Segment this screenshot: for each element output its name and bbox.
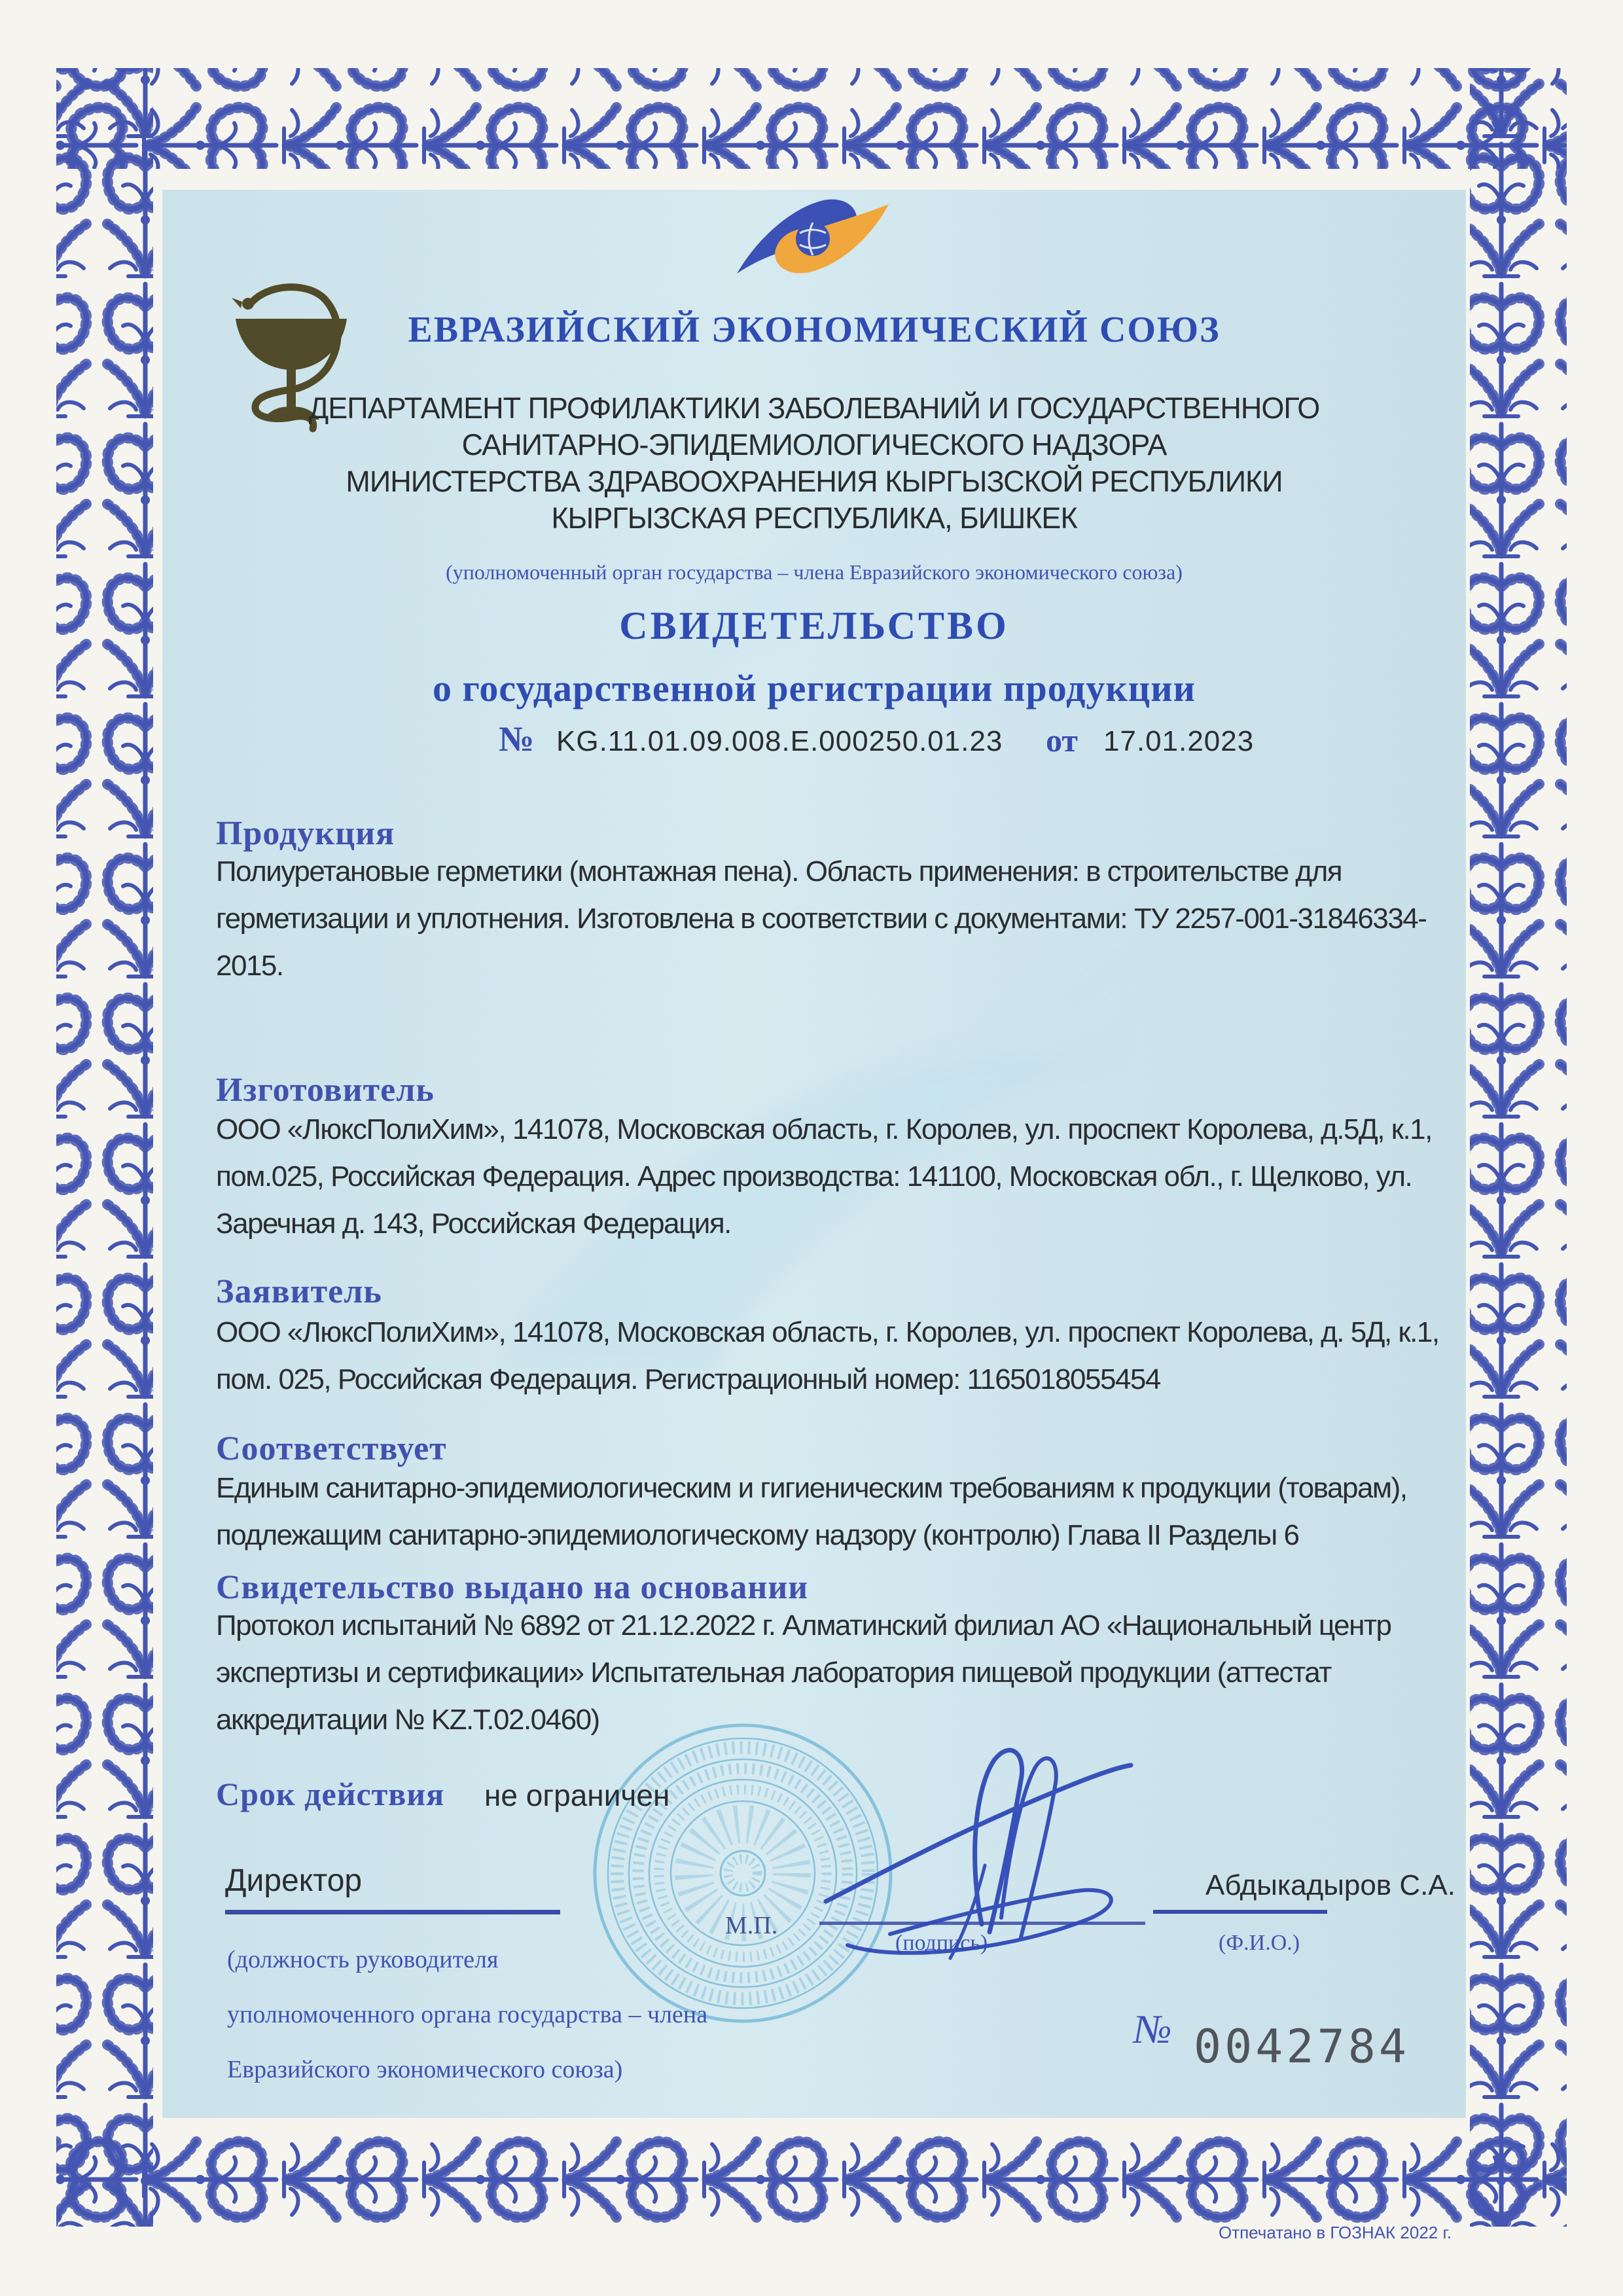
- validity-value: не ограничен: [484, 1778, 670, 1812]
- section-heading: Заявитель: [216, 1273, 382, 1310]
- doc-title: СВИДЕТЕЛЬСТВО: [619, 604, 1009, 647]
- position-caption-line: уполномоченного органа государства – члена: [227, 2001, 708, 2028]
- section-heading: Соответствует: [216, 1430, 447, 1467]
- section-body: Единым санитарно-эпидемиологическим и гигиеническим требованиям к продукции (товарам), подлежащим санитарно-эпидемиологическому надзору (контролю) Глава II Разделы 6: [216, 1472, 1407, 1551]
- union-title: ЕВРАЗИЙСКИЙ ЭКОНОМИЧЕСКИЙ СОЮЗ: [408, 310, 1221, 350]
- doc-subtitle: о государственной регистрации продукции: [432, 667, 1196, 709]
- position-caption-line: (должность руководителя: [227, 1946, 499, 1973]
- signature-caption: (подпись): [895, 1931, 988, 1955]
- department-line: КЫРГЫЗСКАЯ РЕСПУБЛИКА, БИШКЕК: [551, 501, 1077, 535]
- department-line: МИНИСТЕРСТВА ЗДРАВООХРАНЕНИЯ КЫРГЫЗСКОЙ РЕСПУБЛИКИ: [346, 465, 1283, 498]
- date-label: от: [1046, 722, 1078, 759]
- authority-note: (уполномоченный орган государства – члена Евразийского экономического союза): [446, 560, 1183, 584]
- date-value: 17.01.2023: [1103, 725, 1255, 757]
- name-caption: (Ф.И.О.): [1219, 1931, 1300, 1955]
- signer-name: Абдыкадыров С.А.: [1205, 1869, 1455, 1901]
- printer-note: Отпечатано в ГОЗНАК 2022 г.: [1218, 2223, 1452, 2242]
- section-heading: Продукция: [216, 815, 395, 852]
- section-heading: Изготовитель: [216, 1071, 435, 1109]
- section-body: Протокол испытаний № 6892 от 21.12.2022 г. Алматинский филиал АО «Национальный центр экспертизы и сертификации» Испытательная лаборатория пищевой продукции (аттестат аккредитации № KZ.T.02.0460): [216, 1609, 1391, 1736]
- section-body: ООО «ЛюксПолиХим», 141078, Московская область, г. Королев, ул. проспект Королева, д. 5Д, к.1, пом. 025, Российская Федерация. Регистрационный номер: 1165018055454: [216, 1316, 1439, 1395]
- section-heading: Свидетельство выдано на основании: [216, 1569, 809, 1606]
- department-line: ДЕПАРТАМЕНТ ПРОФИЛАКТИКИ ЗАБОЛЕВАНИЙ И ГОСУДАРСТВЕННОГО: [308, 391, 1320, 425]
- serial-number: 0042784: [1194, 2020, 1410, 2073]
- number-label: №: [499, 719, 535, 759]
- signature-underline: [819, 1922, 1145, 1925]
- director-label: Директор: [225, 1863, 363, 1898]
- name-underline: [1153, 1910, 1327, 1914]
- section-body: Полиуретановые герметики (монтажная пена). Область применения: в строительстве для герметизации и уплотнения. Изготовлена в соответствии с документами: ТУ 2257-001-31846334-2015.: [216, 855, 1427, 982]
- stamp-label: М.П.: [725, 1912, 778, 1939]
- validity-label: Срок действия: [216, 1776, 445, 1812]
- position-underline: [225, 1910, 560, 1914]
- number-value: KG.11.01.09.008.E.000250.01.23: [556, 725, 1003, 757]
- position-caption-line: Евразийского экономического союза): [227, 2056, 623, 2083]
- department-line: САНИТАРНО-ЭПИДЕМИОЛОГИЧЕСКОГО НАДЗОРА: [461, 428, 1167, 461]
- section-body: ООО «ЛюксПолиХим», 141078, Московская область, г. Королев, ул. проспект Королева, д.5Д, к.1, пом.025, Российская Федерация. Адрес производства: 141100, Московская обл., г. Щелково, ул. Заречная д. 143, Российская Федерация.: [216, 1113, 1432, 1240]
- serial-label: №: [1133, 2007, 1172, 2052]
